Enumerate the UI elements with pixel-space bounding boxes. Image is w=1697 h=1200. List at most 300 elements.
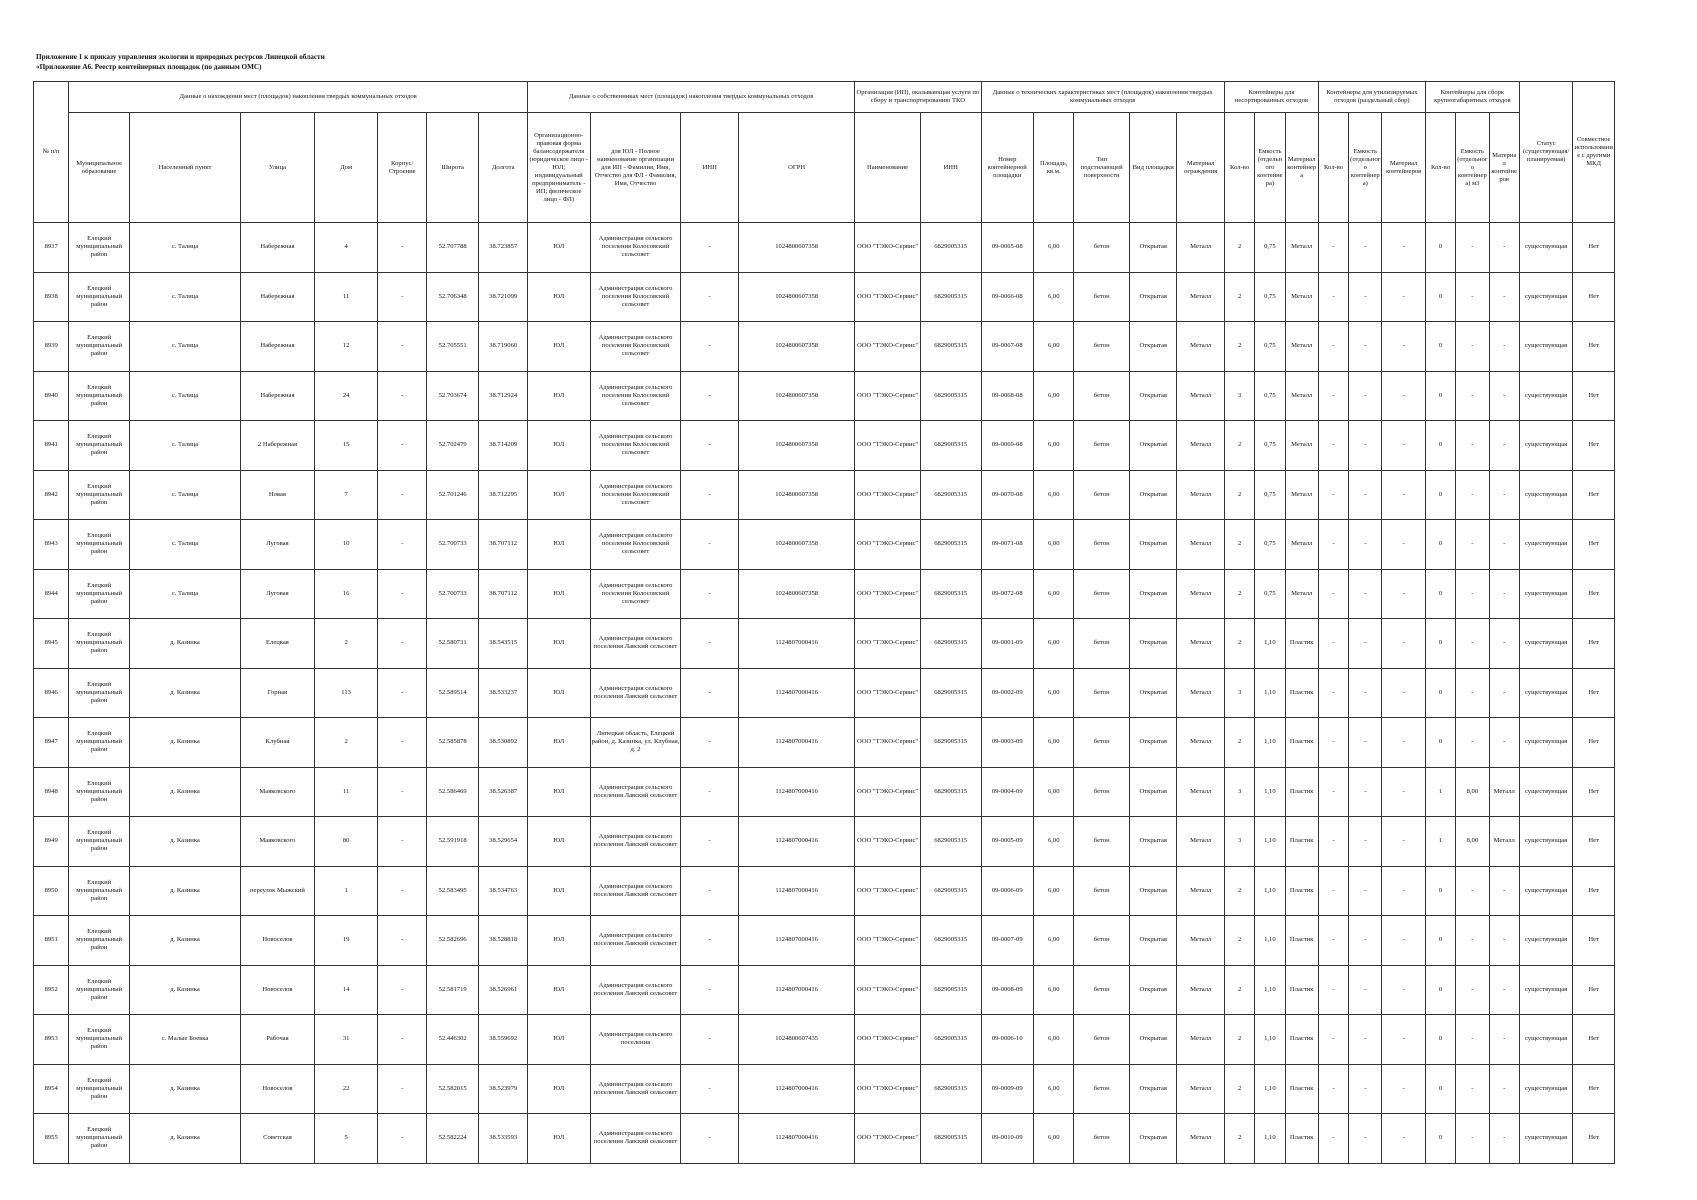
cell-inn: -	[681, 223, 739, 273]
cell-orginn: 6829005315	[920, 520, 981, 570]
cell-lon: 38.712295	[479, 470, 528, 520]
col-site-type: Вид площадки	[1129, 113, 1176, 223]
cell-area: 6,00	[1034, 916, 1074, 966]
cell-inn: -	[681, 520, 739, 570]
cell-area: 6,00	[1034, 965, 1074, 1015]
cell-fence: Металл	[1177, 520, 1224, 570]
cell-mo: Елецкий муниципальный район	[69, 1064, 130, 1114]
cell-m3: -	[1489, 520, 1519, 570]
cell-ul: Новоселов	[241, 965, 315, 1015]
cell-opf: ЮЛ	[527, 223, 590, 273]
cell-m3: -	[1489, 371, 1519, 421]
cell-m1: Металл	[1285, 470, 1318, 520]
cell-orginn: 6829005315	[920, 1114, 981, 1164]
cell-org: ООО "ТЭКО-Сервис"	[855, 965, 921, 1015]
cell-opf: ЮЛ	[527, 371, 590, 421]
cell-mo: Елецкий муниципальный район	[69, 668, 130, 718]
cell-np: с. Талица	[129, 272, 240, 322]
cell-m1: Пластик	[1285, 668, 1318, 718]
cell-m1: Пластик	[1285, 866, 1318, 916]
cell-dom: 80	[314, 817, 378, 867]
cell-opf: ЮЛ	[527, 965, 590, 1015]
cell-m2: -	[1382, 520, 1425, 570]
cell-inn: -	[681, 371, 739, 421]
cell-ogrn: 1124807000416	[739, 817, 855, 867]
cell-opf: ЮЛ	[527, 421, 590, 471]
cell-m1: Пластик	[1285, 1064, 1318, 1114]
cell-korp: -	[378, 817, 426, 867]
cell-ul: Маяковского	[241, 767, 315, 817]
table-row	[34, 817, 1615, 867]
cell-lon: 38.526387	[479, 767, 528, 817]
group-mixed-containers: Контейнеры для несортированных отходов	[1224, 82, 1318, 113]
col-street: Улица	[241, 113, 315, 223]
cell-c3: -	[1456, 272, 1489, 322]
cell-mkd: Нет	[1573, 569, 1615, 619]
cell-inn: -	[681, 470, 739, 520]
cell-lon: 38.533237	[479, 668, 528, 718]
col-settlement: Населенный пункт	[129, 113, 240, 223]
cell-q3: 0	[1425, 1015, 1455, 1065]
cell-type: Открытая	[1129, 371, 1176, 421]
cell-mo: Елецкий муниципальный район	[69, 371, 130, 421]
cell-fence: Металл	[1177, 866, 1224, 916]
col-municipality: Муниципальное образование	[69, 113, 130, 223]
cell-fence: Металл	[1177, 718, 1224, 768]
cell-orginn: 6829005315	[920, 718, 981, 768]
cell-c3: 8,00	[1456, 817, 1489, 867]
cell-q3: 0	[1425, 866, 1455, 916]
cell-c2: -	[1349, 272, 1382, 322]
cell-q1: 3	[1224, 668, 1254, 718]
cell-q1: 2	[1224, 569, 1254, 619]
cell-ul: Набережная	[241, 223, 315, 273]
cell-m2: -	[1382, 470, 1425, 520]
cell-dom: 19	[314, 916, 378, 966]
cell-np: д. Казинка	[129, 916, 240, 966]
col-utilized-material: Материал контейнеров	[1382, 113, 1425, 223]
cell-fence: Металл	[1177, 916, 1224, 966]
cell-c1: 0,75	[1255, 371, 1285, 421]
cell-m3: -	[1489, 421, 1519, 471]
table-row	[34, 866, 1615, 916]
cell-orginn: 6829005315	[920, 421, 981, 471]
cell-surf: бетон	[1074, 470, 1130, 520]
cell-korp: -	[378, 371, 426, 421]
cell-type: Открытая	[1129, 520, 1176, 570]
cell-m1: Металл	[1285, 421, 1318, 471]
cell-m2: -	[1382, 322, 1425, 372]
cell-orginn: 6829005315	[920, 668, 981, 718]
cell-c3: 8,00	[1456, 767, 1489, 817]
cell-q2: -	[1318, 916, 1348, 966]
cell-q1: 2	[1224, 421, 1254, 471]
cell-ul: Новоселов	[241, 1064, 315, 1114]
cell-c1: 0,75	[1255, 470, 1285, 520]
cell-ul: Маяковского	[241, 817, 315, 867]
cell-mkd: Нет	[1573, 421, 1615, 471]
cell-n: 8939	[34, 322, 69, 372]
group-org: Организация (ИП), оказывающая услуги по сбору и транспортированию ТКО	[855, 82, 981, 113]
cell-dom: 5	[314, 1114, 378, 1164]
cell-lon: 38.523979	[479, 1064, 528, 1114]
cell-m3: -	[1489, 1015, 1519, 1065]
col-shared: Совместное использование с другими МКД	[1573, 82, 1615, 223]
cell-org: ООО "ТЭКО-Сервис"	[855, 619, 921, 669]
cell-inn: -	[681, 817, 739, 867]
cell-c2: -	[1349, 817, 1382, 867]
cell-q3: 0	[1425, 272, 1455, 322]
cell-dom: 11	[314, 272, 378, 322]
cell-m1: Пластик	[1285, 965, 1318, 1015]
cell-name: Администрация сельского поселения Лавский сельсовет	[590, 866, 681, 916]
cell-c3: -	[1456, 223, 1489, 273]
table-row	[34, 569, 1615, 619]
cell-q1: 3	[1224, 767, 1254, 817]
cell-korp: -	[378, 1015, 426, 1065]
cell-ogrn: 1024800607435	[739, 1015, 855, 1065]
cell-q1: 2	[1224, 272, 1254, 322]
cell-n: 8945	[34, 619, 69, 669]
cell-area: 6,00	[1034, 1114, 1074, 1164]
cell-n: 8950	[34, 866, 69, 916]
cell-mkd: Нет	[1573, 965, 1615, 1015]
cell-lat: 52.586469	[426, 767, 479, 817]
cell-name: Администрация сельского поселения Колосовский сельсовет	[590, 520, 681, 570]
cell-mo: Елецкий муниципальный район	[69, 866, 130, 916]
cell-num: 09-0070-08	[981, 470, 1034, 520]
cell-n: 8953	[34, 1015, 69, 1065]
cell-q1: 3	[1224, 371, 1254, 421]
cell-num: 09-0003-09	[981, 718, 1034, 768]
cell-m2: -	[1382, 371, 1425, 421]
cell-status: существующая	[1519, 817, 1573, 867]
cell-c3: -	[1456, 1114, 1489, 1164]
cell-c1: 1,10	[1255, 1015, 1285, 1065]
cell-inn: -	[681, 569, 739, 619]
cell-name: Администрация сельского поселения Лавский сельсовет	[590, 817, 681, 867]
cell-num: 09-0006-10	[981, 1015, 1034, 1065]
cell-fence: Металл	[1177, 965, 1224, 1015]
cell-name: Администрация сельского поселения Колосовский сельсовет	[590, 421, 681, 471]
cell-n: 8946	[34, 668, 69, 718]
cell-num: 09-0010-09	[981, 1114, 1034, 1164]
col-lat: Широта	[426, 113, 479, 223]
cell-m2: -	[1382, 668, 1425, 718]
cell-n: 8949	[34, 817, 69, 867]
cell-name: Администрация сельского поселения Лавский сельсовет	[590, 1114, 681, 1164]
cell-inn: -	[681, 965, 739, 1015]
cell-ogrn: 1024800607358	[739, 421, 855, 471]
cell-org: ООО "ТЭКО-Сервис"	[855, 1114, 921, 1164]
table-row	[34, 1015, 1615, 1065]
cell-name: Администрация сельского поселения Колосовский сельсовет	[590, 470, 681, 520]
cell-mkd: Нет	[1573, 767, 1615, 817]
cell-q3: 0	[1425, 569, 1455, 619]
cell-lon: 38.528818	[479, 916, 528, 966]
cell-n: 8942	[34, 470, 69, 520]
cell-org: ООО "ТЭКО-Сервис"	[855, 223, 921, 273]
cell-q3: 0	[1425, 223, 1455, 273]
header-line-1: Приложение 1 к приказу управления экологии и природных ресурсов Липецкой области	[36, 53, 325, 61]
cell-orginn: 6829005315	[920, 767, 981, 817]
cell-korp: -	[378, 619, 426, 669]
col-area: Площадь, кв.м.	[1034, 113, 1074, 223]
cell-korp: -	[378, 520, 426, 570]
table-row	[34, 1114, 1615, 1164]
cell-np: с. Талица	[129, 371, 240, 421]
cell-dom: 4	[314, 223, 378, 273]
cell-surf: бетон	[1074, 322, 1130, 372]
cell-org: ООО "ТЭКО-Сервис"	[855, 569, 921, 619]
cell-q1: 2	[1224, 866, 1254, 916]
cell-lon: 38.714209	[479, 421, 528, 471]
table-row	[34, 421, 1615, 471]
cell-ogrn: 1124807000416	[739, 916, 855, 966]
cell-m2: -	[1382, 223, 1425, 273]
cell-lat: 52.580731	[426, 619, 479, 669]
cell-fence: Металл	[1177, 1064, 1224, 1114]
cell-c2: -	[1349, 619, 1382, 669]
cell-inn: -	[681, 916, 739, 966]
cell-np: д. Казинка	[129, 1064, 240, 1114]
cell-c3: -	[1456, 322, 1489, 372]
cell-name: Администрация сельского поселения Лавский сельсовет	[590, 668, 681, 718]
cell-opf: ЮЛ	[527, 767, 590, 817]
cell-c2: -	[1349, 1015, 1382, 1065]
cell-inn: -	[681, 767, 739, 817]
cell-opf: ЮЛ	[527, 520, 590, 570]
cell-m3: Металл	[1489, 767, 1519, 817]
cell-surf: бетон	[1074, 817, 1130, 867]
group-utilized-containers: Контейнеры для утилизируемых отходов (раздельный сбор)	[1318, 82, 1425, 113]
cell-fence: Металл	[1177, 668, 1224, 718]
cell-m2: -	[1382, 1015, 1425, 1065]
cell-status: существующая	[1519, 1015, 1573, 1065]
header-line-2: «Приложение А6. Реестр контейнерных площадок (по данным ОМС)	[36, 63, 262, 71]
cell-c1: 1,10	[1255, 668, 1285, 718]
cell-q2: -	[1318, 421, 1348, 471]
cell-lat: 52.707788	[426, 223, 479, 273]
cell-c1: 1,10	[1255, 965, 1285, 1015]
cell-num: 09-0069-08	[981, 421, 1034, 471]
cell-c2: -	[1349, 767, 1382, 817]
cell-inn: -	[681, 272, 739, 322]
cell-mkd: Нет	[1573, 520, 1615, 570]
cell-surf: бетон	[1074, 668, 1130, 718]
table-row	[34, 322, 1615, 372]
cell-m1: Металл	[1285, 520, 1318, 570]
cell-n: 8941	[34, 421, 69, 471]
cell-m1: Металл	[1285, 272, 1318, 322]
cell-dom: 14	[314, 965, 378, 1015]
cell-q3: 0	[1425, 470, 1455, 520]
cell-m2: -	[1382, 767, 1425, 817]
cell-korp: -	[378, 1114, 426, 1164]
cell-mo: Елецкий муниципальный район	[69, 421, 130, 471]
cell-c1: 1,10	[1255, 1064, 1285, 1114]
cell-surf: бетон	[1074, 965, 1130, 1015]
cell-orginn: 6829005315	[920, 916, 981, 966]
cell-status: существующая	[1519, 1064, 1573, 1114]
cell-c3: -	[1456, 718, 1489, 768]
cell-inn: -	[681, 1064, 739, 1114]
cell-surf: бетон	[1074, 1064, 1130, 1114]
cell-orginn: 6829005315	[920, 1064, 981, 1114]
cell-area: 6,00	[1034, 470, 1074, 520]
cell-c3: -	[1456, 371, 1489, 421]
cell-q1: 2	[1224, 1015, 1254, 1065]
cell-fence: Металл	[1177, 767, 1224, 817]
cell-dom: 2	[314, 718, 378, 768]
col-status: Статус (существующая/ планируемая)	[1519, 82, 1573, 223]
cell-surf: бетон	[1074, 767, 1130, 817]
cell-lat: 52.703674	[426, 371, 479, 421]
cell-inn: -	[681, 1114, 739, 1164]
cell-opf: ЮЛ	[527, 1064, 590, 1114]
cell-fence: Металл	[1177, 322, 1224, 372]
cell-dom: 7	[314, 470, 378, 520]
cell-m3: -	[1489, 1064, 1519, 1114]
cell-ul: Набережная	[241, 272, 315, 322]
cell-np: д. Казинка	[129, 718, 240, 768]
cell-mo: Елецкий муниципальный район	[69, 916, 130, 966]
cell-q1: 2	[1224, 470, 1254, 520]
cell-inn: -	[681, 421, 739, 471]
cell-n: 8954	[34, 1064, 69, 1114]
cell-korp: -	[378, 272, 426, 322]
cell-orginn: 6829005315	[920, 817, 981, 867]
cell-c1: 0,75	[1255, 223, 1285, 273]
cell-mo: Елецкий муниципальный район	[69, 817, 130, 867]
cell-lon: 38.712924	[479, 371, 528, 421]
cell-mkd: Нет	[1573, 817, 1615, 867]
cell-np: с. Талица	[129, 470, 240, 520]
cell-type: Открытая	[1129, 817, 1176, 867]
cell-lat: 52.700733	[426, 569, 479, 619]
cell-type: Открытая	[1129, 272, 1176, 322]
cell-mkd: Нет	[1573, 668, 1615, 718]
cell-lon: 38.543515	[479, 619, 528, 669]
cell-surf: бетон	[1074, 520, 1130, 570]
cell-np: д. Казинка	[129, 965, 240, 1015]
cell-mo: Елецкий муниципальный район	[69, 619, 130, 669]
cell-name: Администрация сельского поселения Колосовский сельсовет	[590, 322, 681, 372]
cell-opf: ЮЛ	[527, 272, 590, 322]
cell-lat: 52.701246	[426, 470, 479, 520]
cell-type: Открытая	[1129, 223, 1176, 273]
cell-org: ООО "ТЭКО-Сервис"	[855, 470, 921, 520]
cell-surf: бетон	[1074, 1114, 1130, 1164]
cell-orginn: 6829005315	[920, 1015, 981, 1065]
cell-m3: -	[1489, 668, 1519, 718]
cell-org: ООО "ТЭКО-Сервис"	[855, 1015, 921, 1065]
col-owner-name: для ЮЛ - Полное наименование организации для ИП - Фамилия, Имя, Отчество для ФЛ - Фамилия, Имя, Отчество	[590, 113, 681, 223]
cell-lat: 52.582224	[426, 1114, 479, 1164]
cell-c2: -	[1349, 866, 1382, 916]
cell-q3: 0	[1425, 322, 1455, 372]
cell-num: 09-0008-09	[981, 965, 1034, 1015]
cell-type: Открытая	[1129, 619, 1176, 669]
cell-ul: Елецкая	[241, 619, 315, 669]
cell-np: д. Казинка	[129, 817, 240, 867]
col-site-number: Номер контейнерной площадки	[981, 113, 1034, 223]
cell-area: 6,00	[1034, 817, 1074, 867]
cell-ogrn: 1124807000416	[739, 718, 855, 768]
cell-m1: Пластик	[1285, 767, 1318, 817]
cell-c2: -	[1349, 223, 1382, 273]
cell-fence: Металл	[1177, 371, 1224, 421]
cell-mo: Елецкий муниципальный район	[69, 223, 130, 273]
cell-n: 8952	[34, 965, 69, 1015]
col-bulky-qty: Кол-во	[1425, 113, 1455, 223]
table-row	[34, 223, 1615, 273]
cell-mo: Елецкий муниципальный район	[69, 1114, 130, 1164]
cell-status: существующая	[1519, 470, 1573, 520]
cell-name: Администрация сельского поселения Лавский сельсовет	[590, 1064, 681, 1114]
cell-ogrn: 1124807000416	[739, 1114, 855, 1164]
cell-m2: -	[1382, 965, 1425, 1015]
cell-name: Администрация сельского поселения	[590, 1015, 681, 1065]
cell-c3: -	[1456, 1064, 1489, 1114]
cell-q2: -	[1318, 470, 1348, 520]
cell-np: д. Казинка	[129, 866, 240, 916]
cell-m3: Металл	[1489, 817, 1519, 867]
cell-q2: -	[1318, 1015, 1348, 1065]
col-building: Корпус/Строение	[378, 113, 426, 223]
cell-org: ООО "ТЭКО-Сервис"	[855, 371, 921, 421]
cell-lat: 52.589514	[426, 668, 479, 718]
cell-inn: -	[681, 1015, 739, 1065]
cell-q3: 0	[1425, 371, 1455, 421]
cell-name: Администрация сельского поселения Колосовский сельсовет	[590, 223, 681, 273]
cell-area: 6,00	[1034, 619, 1074, 669]
cell-opf: ЮЛ	[527, 322, 590, 372]
cell-status: существующая	[1519, 272, 1573, 322]
group-owners: Данные о собственниках мест (площадок) накопления твердых коммунальных отходов	[527, 82, 854, 113]
cell-orginn: 6829005315	[920, 569, 981, 619]
cell-n: 8938	[34, 272, 69, 322]
cell-orginn: 6829005315	[920, 371, 981, 421]
cell-num: 09-0004-09	[981, 767, 1034, 817]
cell-area: 6,00	[1034, 767, 1074, 817]
table-body	[34, 223, 1615, 1164]
cell-org: ООО "ТЭКО-Сервис"	[855, 866, 921, 916]
cell-q1: 2	[1224, 223, 1254, 273]
cell-c2: -	[1349, 916, 1382, 966]
cell-ogrn: 1124807000416	[739, 619, 855, 669]
cell-status: существующая	[1519, 916, 1573, 966]
col-num: № п/п	[34, 82, 69, 223]
col-mixed-capacity: Емкость (отдельного контейнера)	[1255, 113, 1285, 223]
cell-num: 09-0067-08	[981, 322, 1034, 372]
cell-q3: 0	[1425, 619, 1455, 669]
cell-c2: -	[1349, 470, 1382, 520]
cell-q2: -	[1318, 223, 1348, 273]
cell-mkd: Нет	[1573, 371, 1615, 421]
cell-name: Администрация сельского поселения Лавский сельсовет	[590, 619, 681, 669]
cell-np: д. Казинка	[129, 668, 240, 718]
cell-c2: -	[1349, 668, 1382, 718]
cell-org: ООО "ТЭКО-Сервис"	[855, 817, 921, 867]
cell-lon: 38.533593	[479, 1114, 528, 1164]
cell-area: 6,00	[1034, 569, 1074, 619]
cell-name: Администрация сельского поселения Лавский сельсовет	[590, 767, 681, 817]
cell-c1: 1,10	[1255, 866, 1285, 916]
cell-type: Открытая	[1129, 965, 1176, 1015]
cell-dom: 15	[314, 421, 378, 471]
cell-orginn: 6829005315	[920, 322, 981, 372]
